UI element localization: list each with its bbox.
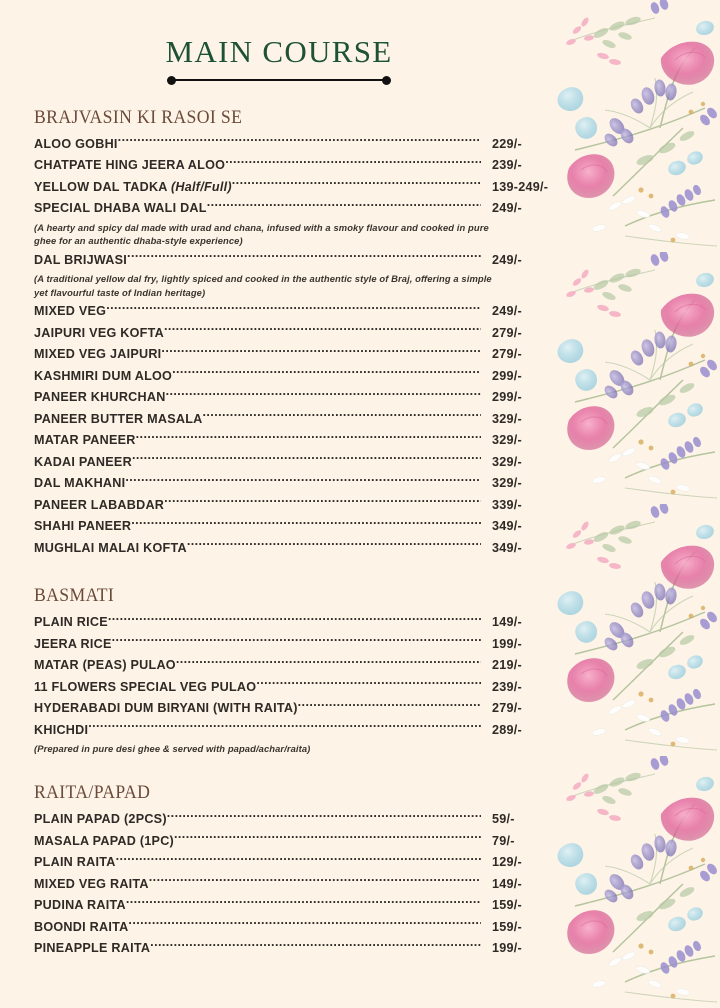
menu-item-row[interactable] xyxy=(34,852,540,874)
dotted-leader xyxy=(131,518,481,530)
menu-item-portion-note: (Half/Full) xyxy=(170,179,232,194)
menu-item-name: JAIPURI VEG KOFTA xyxy=(34,325,164,340)
menu-item-row[interactable] xyxy=(34,698,540,720)
menu-item-row[interactable] xyxy=(34,677,540,699)
menu-item-name: PANEER BUTTER MASALA xyxy=(34,411,203,426)
menu-item-row[interactable] xyxy=(34,473,540,495)
menu-item-name-text: YELLOW DAL TADKA xyxy=(34,179,171,194)
dotted-leader xyxy=(106,303,481,315)
menu-item-price: 199/- xyxy=(492,941,522,956)
menu-header xyxy=(0,0,720,85)
menu-item-name xyxy=(34,177,232,199)
menu-item-name: PUDINA RAITA xyxy=(34,898,126,913)
menu-item-price: 219/- xyxy=(492,658,522,673)
menu-item-name: CHATPATE HING JEERA ALOO xyxy=(34,158,226,173)
dotted-leader xyxy=(232,179,481,191)
dotted-leader xyxy=(128,919,481,931)
menu-item-name: PINEAPPLE RAITA xyxy=(34,941,151,956)
menu-item-price: 249/- xyxy=(492,201,522,216)
menu-item-row[interactable] xyxy=(34,495,540,517)
menu-item-name: MIXED VEG RAITA xyxy=(34,876,149,891)
dotted-leader xyxy=(161,346,481,358)
menu-item-price: 329/- xyxy=(492,433,522,448)
dotted-leader xyxy=(125,475,481,487)
menu-item-name: SHAHI PANEER xyxy=(34,519,132,534)
menu-item-row[interactable] xyxy=(34,538,540,560)
menu-item-row[interactable] xyxy=(34,366,540,388)
dotted-leader xyxy=(112,636,481,648)
menu-item-description: (Prepared in pure desi ghee & served with papad/achar/raita) xyxy=(34,743,311,755)
menu-section xyxy=(34,106,549,560)
menu-item-price: 159/- xyxy=(492,919,522,934)
dotted-leader xyxy=(256,679,481,691)
menu-item-name: KADAI PANEER xyxy=(34,454,132,469)
menu-item-row[interactable] xyxy=(34,720,540,742)
dotted-leader xyxy=(88,722,481,734)
menu-item-row[interactable] xyxy=(34,198,540,220)
menu-item-name: JEERA RICE xyxy=(34,636,112,651)
menu-item-price: 349/- xyxy=(492,519,522,534)
menu-item-price: 249/- xyxy=(492,252,522,267)
menu-item-price: 329/- xyxy=(492,454,522,469)
divider-dot-right xyxy=(382,76,391,85)
menu-item-name: MATAR PANEER xyxy=(34,433,136,448)
menu-item-price: 129/- xyxy=(492,855,522,870)
dotted-leader xyxy=(126,897,481,909)
dotted-leader xyxy=(132,454,481,466)
menu-item-name: MATAR (PEAS) PULAO xyxy=(34,658,176,673)
menu-item-name: PLAIN RAITA xyxy=(34,855,116,870)
menu-item-row[interactable] xyxy=(34,155,540,177)
menu-item-name: PANEER LABABDAR xyxy=(34,497,165,512)
menu-item-price: 349/- xyxy=(492,540,522,555)
menu-item-row[interactable] xyxy=(34,250,540,272)
menu-item-price: 329/- xyxy=(492,411,522,426)
menu-item-row[interactable] xyxy=(34,323,540,345)
title-divider xyxy=(167,76,391,85)
page-title: MAIN COURSE xyxy=(165,34,393,69)
menu-item-row[interactable] xyxy=(34,895,540,917)
dotted-leader xyxy=(116,854,481,866)
dotted-leader xyxy=(118,136,481,148)
menu-item-row[interactable] xyxy=(34,917,540,939)
menu-item-description: (A traditional yellow dal fry, lightly spiced and cooked in the authentic style of Braj, offering a simple yet flavourful taste of Indian heritage) xyxy=(34,273,492,298)
menu-item-price: 239/- xyxy=(492,679,522,694)
section-title: BRAJVASIN KI RASOI SE xyxy=(34,106,243,128)
menu-item-row[interactable] xyxy=(34,387,540,409)
dotted-leader xyxy=(150,940,481,952)
menu-item-price: 289/- xyxy=(492,722,522,737)
menu-item-price: 239/- xyxy=(492,158,522,173)
dotted-leader xyxy=(136,432,481,444)
menu-item-row[interactable] xyxy=(34,409,540,431)
dotted-leader xyxy=(172,368,481,380)
menu-item-price: 279/- xyxy=(492,325,522,340)
menu-item-row[interactable] xyxy=(34,516,540,538)
dotted-leader xyxy=(187,540,481,552)
menu-item-price: 139-249/- xyxy=(492,179,549,194)
dotted-leader xyxy=(127,252,481,264)
menu-item-name: 11 FLOWERS SPECIAL VEG PULAO xyxy=(34,679,257,694)
section-title: BASMATI xyxy=(34,585,115,607)
floral-tile xyxy=(555,252,720,504)
menu-item-name: DAL BRIJWASI xyxy=(34,252,128,267)
menu-item-name: SPECIAL DHABA WALI DAL xyxy=(34,201,207,216)
dotted-leader xyxy=(167,811,481,823)
menu-item-name: MIXED VEG JAIPURI xyxy=(34,347,162,362)
floral-border-decoration xyxy=(555,0,720,1008)
menu-item-name: KHICHDI xyxy=(34,722,89,737)
menu-item-price: 199/- xyxy=(492,636,522,651)
menu-item-price: 279/- xyxy=(492,347,522,362)
menu-item-price: 299/- xyxy=(492,390,522,405)
dotted-leader xyxy=(108,614,481,626)
menu-item-price: 149/- xyxy=(492,876,522,891)
menu-item-row[interactable] xyxy=(34,938,540,960)
menu-item-name: DAL MAKHANI xyxy=(34,476,126,491)
dotted-leader xyxy=(207,200,481,212)
menu-item-name: PANEER KHURCHAN xyxy=(34,390,166,405)
menu-item-description: (A hearty and spicy dal made with urad and chana, infused with a smoky flavour and cooked in pure ghee for an authentic dhaba-style experience) xyxy=(34,221,489,247)
menu-item-name: MASALA PAPAD (1PC) xyxy=(34,833,174,848)
menu-item-price: 339/- xyxy=(492,497,522,512)
dotted-leader xyxy=(203,411,482,423)
menu-item-price: 249/- xyxy=(492,304,522,319)
menu-item-row[interactable] xyxy=(34,831,540,853)
menu-item-row[interactable] xyxy=(34,430,540,452)
menu-item-name: ALOO GOBHI xyxy=(34,136,118,151)
menu-item-name: KASHMIRI DUM ALOO xyxy=(34,368,173,383)
menu-item-price: 79/- xyxy=(492,833,515,848)
menu-item-row[interactable] xyxy=(34,452,540,474)
menu-item-row[interactable] xyxy=(34,344,540,366)
menu-item-name: MIXED VEG xyxy=(34,304,107,319)
dotted-leader xyxy=(149,876,481,888)
menu-item-row[interactable] xyxy=(34,809,540,831)
menu-item-row[interactable] xyxy=(34,634,540,656)
menu-item-row[interactable] xyxy=(34,134,540,156)
dotted-leader xyxy=(164,325,481,337)
floral-tile xyxy=(555,504,720,756)
menu-section xyxy=(34,585,540,756)
floral-tile xyxy=(555,756,720,1008)
menu-item-price: 149/- xyxy=(492,615,522,630)
menu-item-name: PLAIN PAPAD (2PCS) xyxy=(34,812,167,827)
menu-item-row[interactable] xyxy=(34,655,540,677)
menu-item-price: 299/- xyxy=(492,368,522,383)
menu-item-name: MUGHLAI MALAI KOFTA xyxy=(34,540,187,555)
menu-sections xyxy=(0,106,549,960)
menu-section xyxy=(34,782,540,960)
menu-item-price: 329/- xyxy=(492,476,522,491)
dotted-leader xyxy=(176,657,481,669)
menu-item-row[interactable] xyxy=(34,612,540,634)
menu-item-name: BOONDI RAITA xyxy=(34,919,129,934)
dotted-leader xyxy=(164,497,481,509)
dotted-leader xyxy=(298,700,481,712)
menu-item-name: HYDERABADI DUM BIRYANI (WITH RAITA) xyxy=(34,701,298,716)
menu-item-row[interactable] xyxy=(34,177,549,199)
menu-item-row[interactable] xyxy=(34,301,540,323)
divider-line xyxy=(172,79,386,81)
menu-item-price: 59/- xyxy=(492,812,515,827)
menu-item-price: 159/- xyxy=(492,898,522,913)
section-title: RAITA/PAPAD xyxy=(34,782,151,804)
menu-item-price: 279/- xyxy=(492,701,522,716)
menu-item-row[interactable] xyxy=(34,874,540,896)
dotted-leader xyxy=(174,833,481,845)
menu-item-price: 229/- xyxy=(492,136,522,151)
dotted-leader xyxy=(225,157,481,169)
menu-item-name: PLAIN RICE xyxy=(34,615,108,630)
dotted-leader xyxy=(166,389,481,401)
